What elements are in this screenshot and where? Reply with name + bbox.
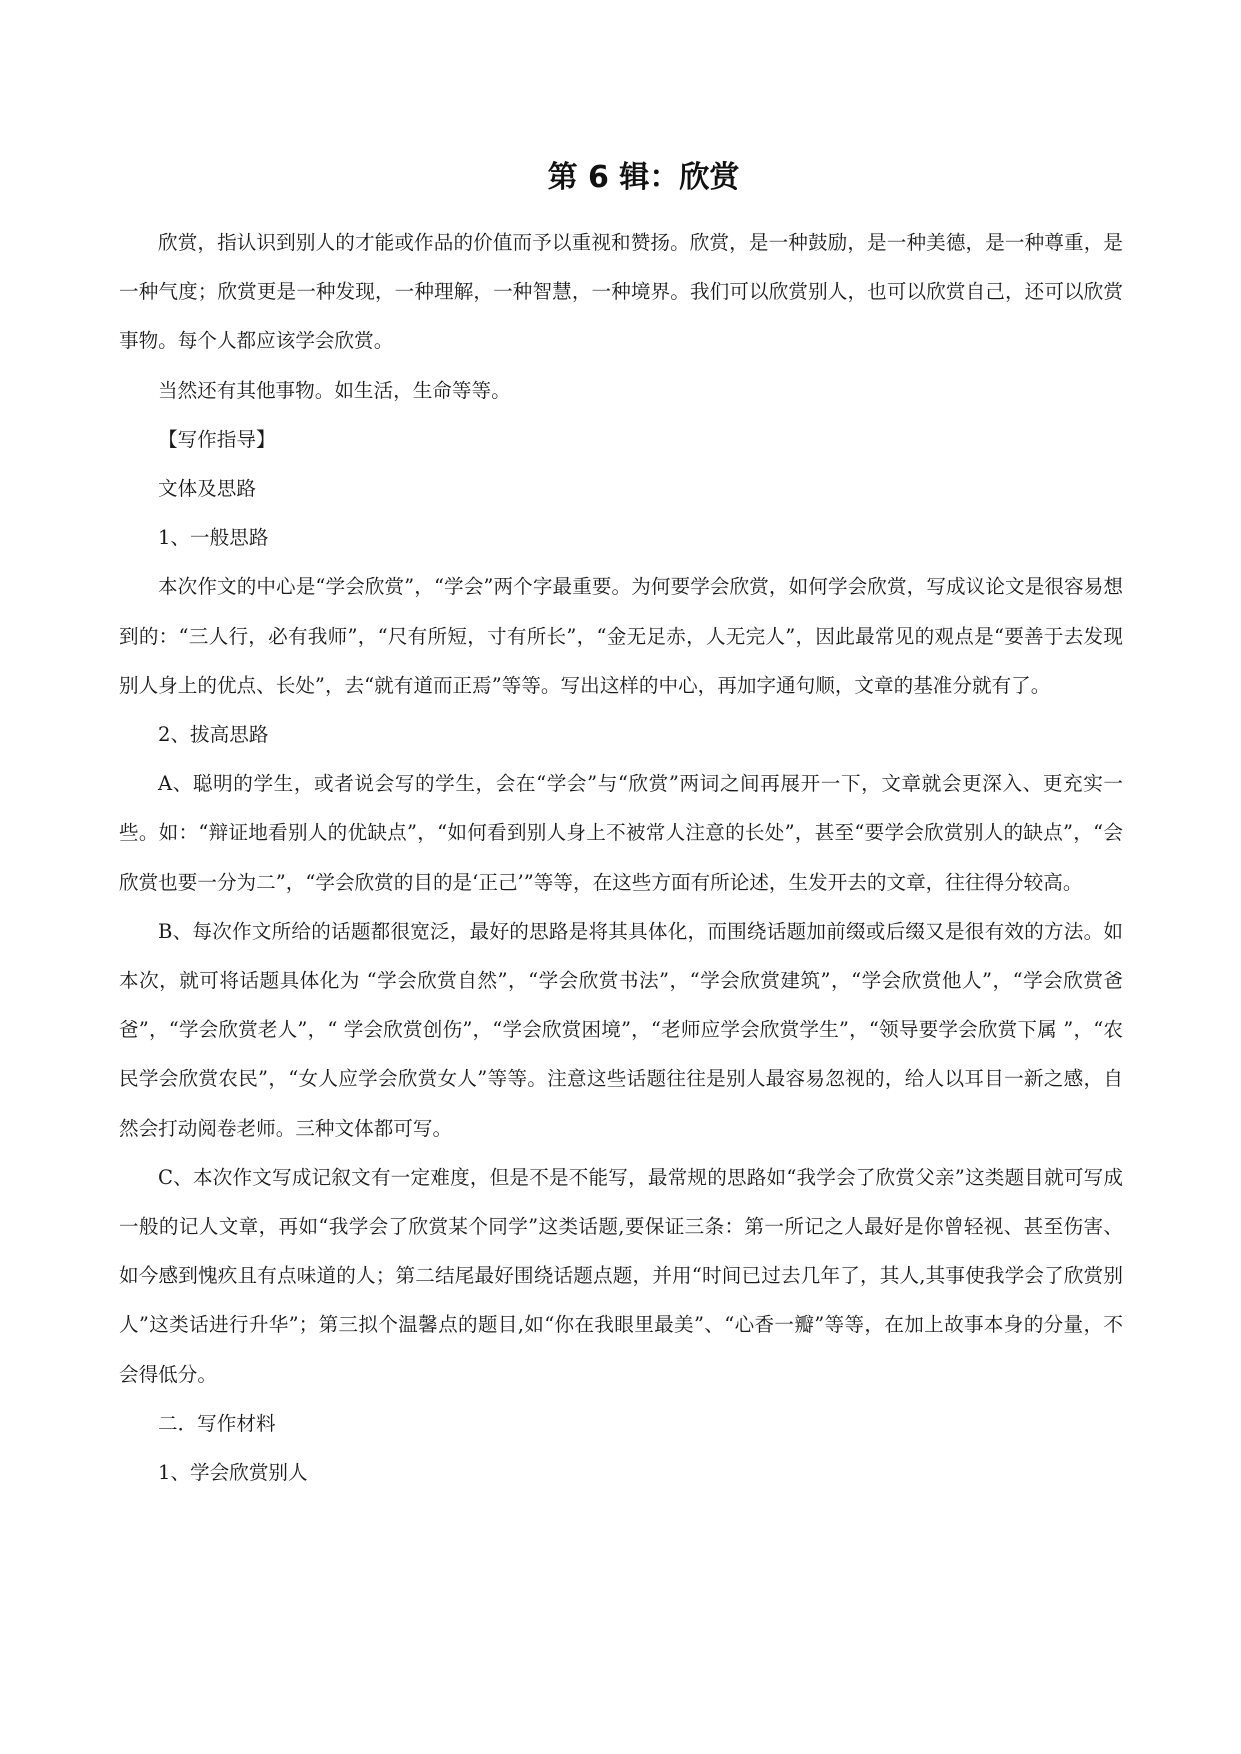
paragraph-intro: 欣赏，指认识到别人的才能或作品的价值而予以重视和赞扬。欣赏，是一种鼓励，是一种美德，是一种尊重，是一种气度；欣赏更是一种发现，一种理解，一种智慧，一种境界。我们可以欣赏别人，也可以欣赏自己，还可以欣赏事物。每个人都应该学会欣赏。 (119, 231, 1123, 353)
heading-advanced-ideas: 2、拔高思路 (158, 723, 269, 747)
heading-writing-guide: 【写作指导】 (158, 427, 276, 451)
paragraph-other-things: 当然还有其他事物。如生活，生命等等。 (158, 378, 511, 402)
heading-writing-materials: 二．写作材料 (158, 1411, 276, 1435)
paragraph-idea-c: C、本次作文写成记叙文有一定难度，但是不是不能写，最常规的思路如“我学会了欣赏父亲”这类题目就可写成一般的记人文章，再如“我学会了欣赏某个同学”这类话题,要保证三条：第一所记之人最好是你曾轻视、甚至伤害、如今感到愧疚且有点味道的人；第二结尾最好围绕话题点题，并用“时间已过去几年了，其人,其事使我学会了欣赏别人”这类话进行升华”；第三拟个温馨点的题目,如“你在我眼里最美”、“心香一瓣”等等，在加上故事本身的分量，不会得低分。 (119, 1165, 1123, 1386)
heading-general-ideas: 1、一般思路 (158, 526, 269, 550)
heading-appreciate-others: 1、学会欣赏别人 (158, 1461, 308, 1485)
paragraph-idea-a: A、聪明的学生，或者说会写的学生，会在“学会”与“欣赏”两词之间再展开一下，文章就会更深入、更充实一些。如：“辩证地看别人的优缺点”，“如何看到别人身上不被常人注意的长处”，甚至“要学会欣赏别人的缺点”，“会欣赏也要一分为二”，“学会欣赏的目的是‘正己’”等等，在这些方面有所论述，生发开去的文章，往往得分较高。 (119, 772, 1123, 894)
page-title: 第 6 辑：欣赏 (547, 160, 740, 195)
paragraph-idea-b: B、每次作文所给的话题都很宽泛，最好的思路是将其具体化，而围绕话题加前缀或后缀又是很有效的方法。如本次，就可将话题具体化为 “学会欣赏自然”，“学会欣赏书法”，“学会欣赏建筑”，“学会欣赏他人”，“学会欣赏爸爸”，“学会欣赏老人”，“ 学会欣赏创伤”，“学会欣赏困境”，“老师应学会欣赏学生”，“领导要学会欣赏下属 ”，“农民学会欣赏农民”，“女人应学会欣赏女人”等等。注意这些话题往往是别人最容易忽视的，给人以耳目一新之感，自然会打动阅卷老师。三种文体都可写。 (119, 919, 1123, 1140)
heading-style-and-ideas: 文体及思路 (158, 477, 256, 501)
document-body (119, 218, 1123, 1497)
paragraph-general-ideas: 本次作文的中心是“学会欣赏”，“学会”两个字最重要。为何要学会欣赏，如何学会欣赏，写成议论文是很容易想到的：“三人行，必有我师”，“尺有所短，寸有所长”，“金无足赤，人无完人”，因此最常见的观点是“要善于去发现别人身上的优点、长处”，去“就有道而正焉”等等。写出这样的中心，再加字通句顺，文章的基准分就有了。 (119, 575, 1123, 697)
